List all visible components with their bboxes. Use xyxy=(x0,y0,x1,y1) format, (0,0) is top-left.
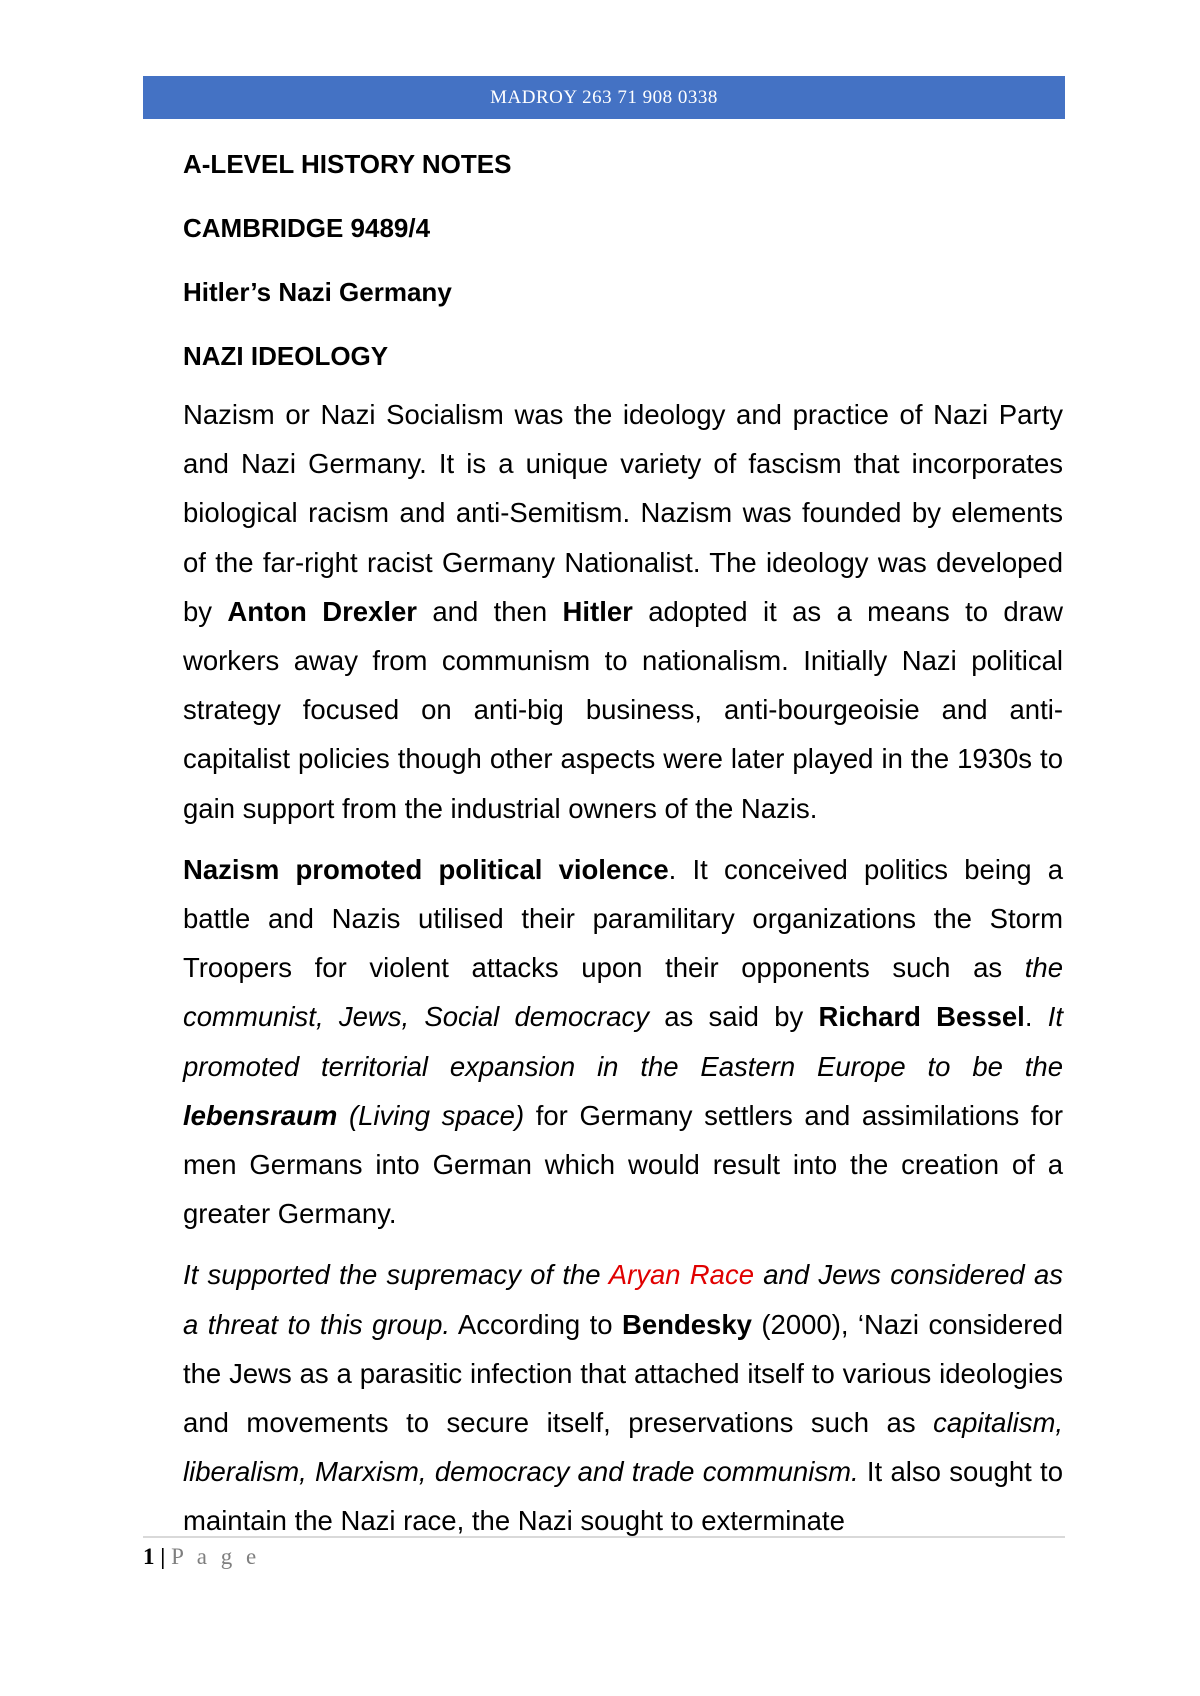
p2-text-2: as said by xyxy=(649,1001,819,1033)
page-number: 1 xyxy=(143,1544,155,1569)
p2-italic-2: It promoted territorial expansion in the Eastern Europe to be the xyxy=(183,1001,1063,1082)
paragraph-1 xyxy=(183,390,1063,833)
section-title: NAZI IDEOLOGY xyxy=(183,341,389,371)
p3-red-aryan-race: Aryan Race xyxy=(608,1259,755,1291)
p2-text-3: . xyxy=(1024,1001,1048,1033)
p3-text-2: (2000), ‘Nazi considered the Jews as a parasitic infection that attached itself to various ideologies and movements to secure itself, preservations such as xyxy=(183,1308,1063,1439)
p1-text-2: and then xyxy=(417,595,563,627)
p2-text-4: for Germany settlers and assimilations for men Germans into German which would result into the creation of a greater Germany. xyxy=(183,1099,1063,1230)
p1-text-3: adopted it as a means to draw workers away from communism to nationalism. Initially Nazi political strategy focused on anti-big business, anti-bourgeoisie and anti-capitalist policies though other aspects were later played in the 1930s to gain support from the industrial owners of the Nazis. xyxy=(183,595,1064,824)
p2-bold-lead: Nazism promoted political violence xyxy=(183,853,669,885)
page-label: P a g e xyxy=(171,1544,261,1569)
p1-text-1: Nazism or Nazi Socialism was the ideology and practice of Nazi Party and Nazi Germany. It is a unique variety of fascism that incorporates biological racism and anti-Semitism. Nazism was founded by elements of the far-right racist Germany Nationalist. The ideology was developed by xyxy=(183,399,1063,627)
p3-text-3: It also sought to maintain the Nazi race, the Nazi sought to exterminate xyxy=(183,1456,1063,1537)
course-code: CAMBRIDGE 9489/4 xyxy=(183,213,431,243)
page-footer xyxy=(143,1542,260,1572)
p1-bold-anton-drexler: Anton Drexler xyxy=(227,595,417,627)
footer-separator: | xyxy=(160,1544,166,1569)
p2-text-1: . It conceived politics being a battle and Nazis utilised their paramilitary organizations the Storm Troopers for violent attacks upon their opponents such as xyxy=(183,853,1064,984)
p3-italic-1: It supported the supremacy of the xyxy=(183,1259,609,1291)
paragraph-2 xyxy=(183,845,1063,1239)
p3-italic-2: and Jews considered as a threat to this group. xyxy=(183,1259,1063,1340)
p2-italic-3: (Living space) xyxy=(337,1099,525,1131)
paragraph-3 xyxy=(183,1250,1063,1545)
p2-italic-1: the communist, Jews, Social democracy xyxy=(183,952,1063,1033)
p3-text-1: According to xyxy=(450,1308,622,1340)
topic-title: Hitler’s Nazi Germany xyxy=(183,277,452,307)
document-body xyxy=(183,140,1063,1558)
p3-italic-3: capitalism, liberalism, Marxism, democracy and trade communism. xyxy=(183,1407,1063,1488)
p2-bold-richard-bessel: Richard Bessel xyxy=(818,1001,1025,1033)
header-text: MADROY 263 71 908 0338 xyxy=(490,87,718,108)
page-header-bar xyxy=(143,76,1065,119)
p3-bold-bendesky: Bendesky xyxy=(622,1308,752,1340)
p1-bold-hitler: Hitler xyxy=(562,595,633,627)
doc-title: A-LEVEL HISTORY NOTES xyxy=(183,149,512,179)
footer-divider xyxy=(143,1536,1065,1538)
p2-bold-italic-lebensraum: lebensraum xyxy=(183,1099,338,1131)
